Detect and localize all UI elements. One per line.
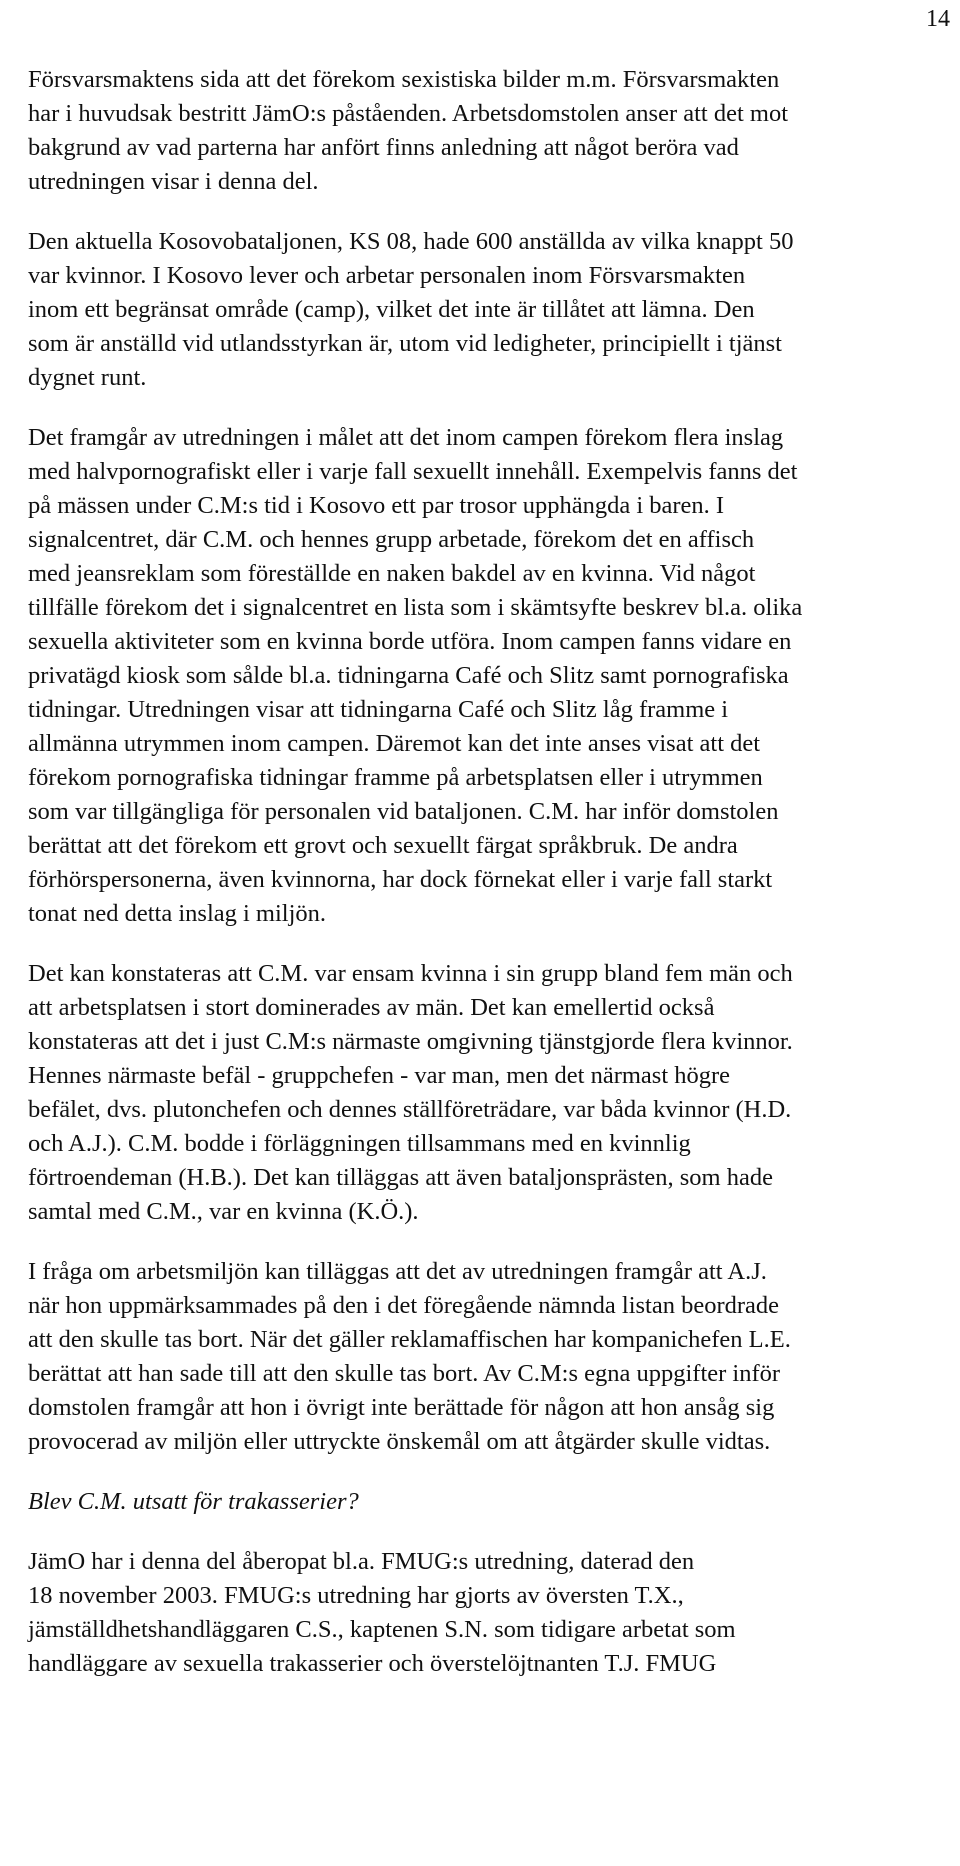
text-line: på mässen under C.M:s tid i Kosovo ett par trosor upphängda i baren. I [28, 492, 725, 519]
text-line: tonat ned detta inslag i miljön. [28, 900, 327, 927]
text-line: berättat att han sade till att den skulle tas bort. Av C.M:s egna uppgifter inför [28, 1360, 781, 1387]
text-line: förekom pornografiska tidningar framme på arbetsplatsen eller i utrymmen [28, 764, 763, 791]
text-line: tidningar. Utredningen visar att tidningarna Café och Slitz låg framme i [28, 696, 729, 723]
paragraph [28, 63, 948, 199]
section-heading [28, 1485, 948, 1519]
text-line: när hon uppmärksammades på den i det föregående nämnda listan beordrade [28, 1292, 780, 1319]
text-line: tillfälle förekom det i signalcentret en lista som i skämtsyfte beskrev bl.a. olika [28, 594, 803, 621]
text-line: förtroendeman (H.B.). Det kan tilläggas att även bataljonsprästen, som hade [28, 1164, 773, 1191]
text-line: som var tillgängliga för personalen vid bataljonen. C.M. har inför domstolen [28, 798, 779, 825]
text-line: I fråga om arbetsmiljön kan tilläggas att det av utredningen framgår att A.J. [28, 1258, 767, 1285]
paragraph-gap [28, 395, 948, 421]
text-line: dygnet runt. [28, 364, 147, 391]
paragraph [28, 225, 948, 395]
text-line: domstolen framgår att hon i övrigt inte berättade för någon att hon ansåg sig [28, 1394, 775, 1421]
text-line: konstateras att det i just C.M:s närmaste omgivning tjänstgjorde flera kvinnor. [28, 1028, 793, 1055]
text-line: sexuella aktiviteter som en kvinna borde utföra. Inom campen fanns vidare en [28, 628, 792, 655]
text-line: utredningen visar i denna del. [28, 168, 319, 195]
paragraph-gap [28, 1229, 948, 1255]
text-line: handläggare av sexuella trakasserier och överstelöjtnanten T.J. FMUG [28, 1650, 717, 1677]
text-line: berättat att det förekom ett grovt och sexuellt färgat språkbruk. De andra [28, 832, 738, 859]
text-line: Försvarsmaktens sida att det förekom sexistiska bilder m.m. Försvarsmakten [28, 66, 780, 93]
text-line: att den skulle tas bort. När det gäller reklamaffischen har kompanichefen L.E. [28, 1326, 791, 1353]
document-body [28, 63, 948, 1681]
text-line: privatägd kiosk som sålde bl.a. tidningarna Café och Slitz samt pornografiska [28, 662, 789, 689]
page-number: 14 [926, 6, 950, 32]
text-line: allmänna utrymmen inom campen. Däremot kan det inte anses visat att det [28, 730, 761, 757]
text-line: var kvinnor. I Kosovo lever och arbetar personalen inom Försvarsmakten [28, 262, 746, 289]
text-line: förhörspersonerna, även kvinnorna, har dock förnekat eller i varje fall starkt [28, 866, 773, 893]
text-line: befälet, dvs. plutonchefen och dennes ställföreträdare, var båda kvinnor (H.D. [28, 1096, 792, 1123]
text-line: Det framgår av utredningen i målet att det inom campen förekom flera inslag [28, 424, 784, 451]
text-line: samtal med C.M., var en kvinna (K.Ö.). [28, 1198, 419, 1225]
text-line: 18 november 2003. FMUG:s utredning har gjorts av översten T.X., [28, 1582, 684, 1609]
text-line: bakgrund av vad parterna har anfört finns anledning att något beröra vad [28, 134, 739, 161]
text-line: har i huvudsak bestritt JämO:s påståenden. Arbetsdomstolen anser att det mot [28, 100, 789, 127]
section-heading-text: Blev C.M. utsatt för trakasserier? [28, 1488, 359, 1515]
paragraph-gap [28, 199, 948, 225]
text-line: JämO har i denna del åberopat bl.a. FMUG:s utredning, daterad den [28, 1548, 695, 1575]
paragraph [28, 421, 948, 931]
text-line: signalcentret, där C.M. och hennes grupp arbetade, förekom det en affisch [28, 526, 755, 553]
text-line: och A.J.). C.M. bodde i förläggningen tillsammans med en kvinnlig [28, 1130, 691, 1157]
text-line: jämställdhetshandläggaren C.S., kaptenen S.N. som tidigare arbetat som [28, 1616, 736, 1643]
paragraph-gap [28, 931, 948, 957]
text-line: med jeansreklam som föreställde en naken bakdel av en kvinna. Vid något [28, 560, 756, 587]
text-line: Den aktuella Kosovobataljonen, KS 08, hade 600 anställda av vilka knappt 50 [28, 228, 794, 255]
paragraph [28, 957, 948, 1229]
paragraph [28, 1255, 948, 1459]
text-line: med halvpornografiskt eller i varje fall sexuellt innehåll. Exempelvis fanns det [28, 458, 798, 485]
text-line: inom ett begränsat område (camp), vilket det inte är tillåtet att lämna. Den [28, 296, 755, 323]
text-line: Hennes närmaste befäl - gruppchefen - var man, men det närmast högre [28, 1062, 731, 1089]
text-line: provocerad av miljön eller uttryckte önskemål om att åtgärder skulle vidtas. [28, 1428, 771, 1455]
text-line: Det kan konstateras att C.M. var ensam kvinna i sin grupp bland fem män och [28, 960, 793, 987]
paragraph-gap [28, 1519, 948, 1545]
paragraph [28, 1545, 948, 1681]
text-line: som är anställd vid utlandsstyrkan är, utom vid ledigheter, principiellt i tjänst [28, 330, 782, 357]
paragraph-gap [28, 1459, 948, 1485]
text-line: att arbetsplatsen i stort dominerades av män. Det kan emellertid också [28, 994, 715, 1021]
